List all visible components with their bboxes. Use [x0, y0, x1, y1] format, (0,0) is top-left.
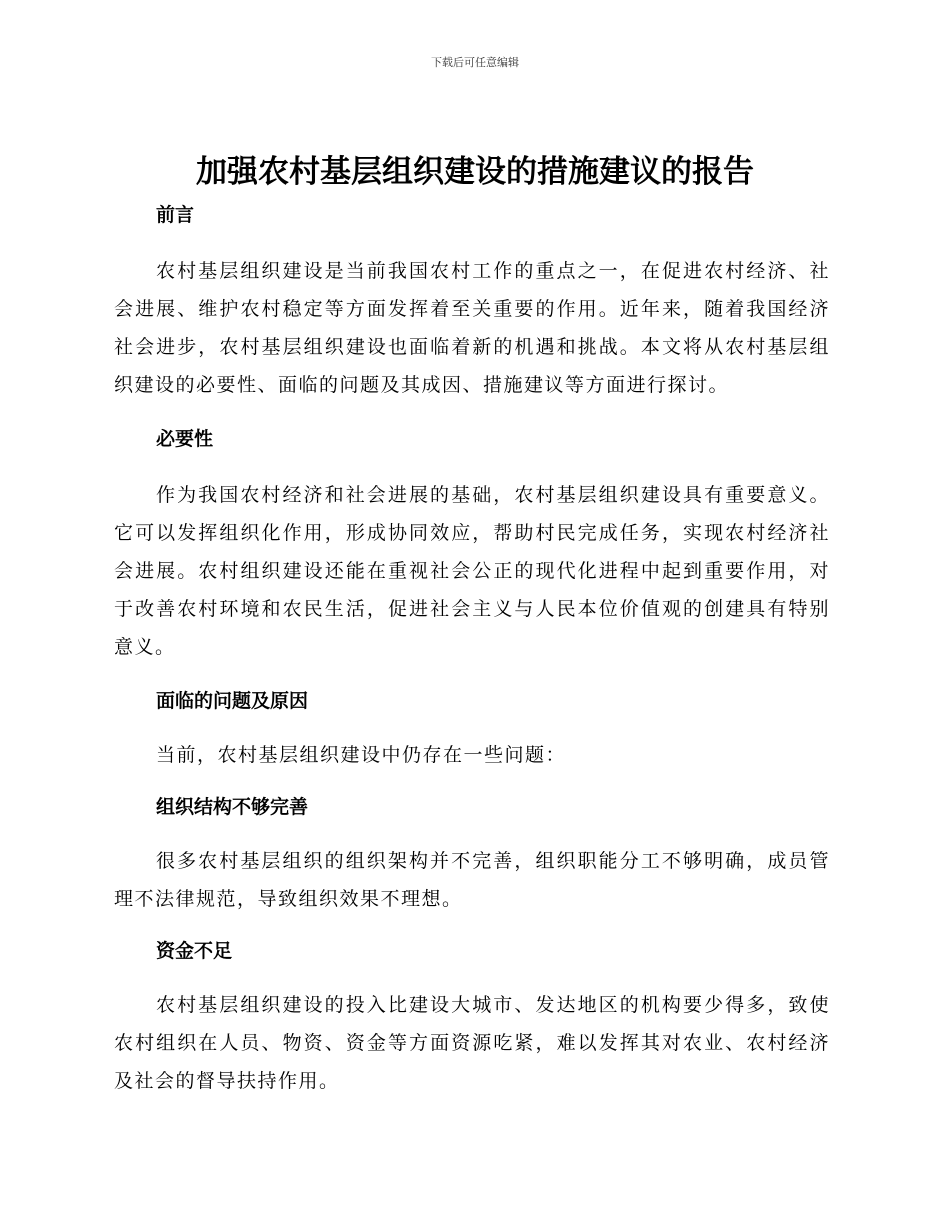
- document-title: 加强农村基层组织建设的措施建议的报告: [196, 154, 754, 190]
- paragraph-funds: 农村基层组织建设的投入比建设大城市、发达地区的机构要少得多，致使农村组织在人员、物资、资金等方面资源吃紧，难以发挥其对农业、农村经济及社会的督导扶持作用。: [114, 994, 830, 1092]
- header-note: 下载后可任意编辑: [431, 56, 519, 69]
- heading-problems: 面临的问题及原因: [156, 690, 309, 712]
- paragraph-structure: 很多农村基层组织的组织架构并不完善，组织职能分工不够明确，成员管理不法律规范，导致组织效果不理想。: [114, 850, 830, 910]
- document-body: [114, 198, 830, 1100]
- paragraph-necessity: 作为我国农村经济和社会进展的基础，农村基层组织建设具有重要意义。它可以发挥组织化作用，形成协同效应，帮助村民完成任务，实现农村经济社会进展。农村组织建设还能在重视社会公正的现代化进程中起到重要作用，对于改善农村环境和农民生活，促进社会主义与人民本位价值观的创建具有特别意义。: [114, 484, 830, 658]
- paragraph-problems: 当前，农村基层组织建设中仍存在一些问题：: [156, 744, 567, 766]
- heading-necessity: 必要性: [156, 428, 214, 450]
- paragraph-preface: 农村基层组织建设是当前我国农村工作的重点之一，在促进农村经济、社会进展、维护农村稳定等方面发挥着至关重要的作用。近年来，随着我国经济社会进步，农村基层组织建设也面临着新的机遇和挑战。本文将从农村基层组织建设的必要性、面临的问题及其成因、措施建议等方面进行探讨。: [114, 260, 830, 396]
- heading-structure: 组织结构不够完善: [156, 796, 309, 818]
- heading-funds: 资金不足: [156, 940, 233, 962]
- heading-preface: 前言: [156, 204, 195, 226]
